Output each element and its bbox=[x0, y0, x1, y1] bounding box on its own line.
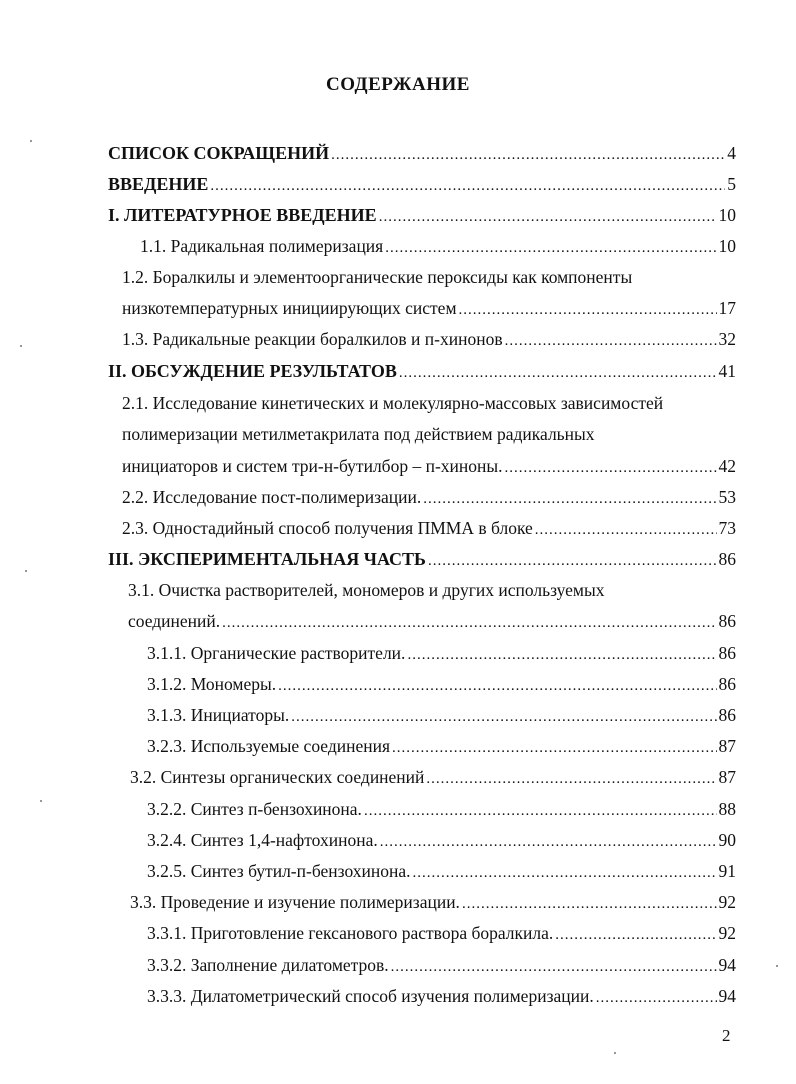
scan-speck bbox=[25, 570, 27, 572]
toc-entry-page: 42 bbox=[718, 456, 736, 476]
toc-entry-page: 86 bbox=[718, 611, 736, 631]
toc-entry-3-2-4[interactable] bbox=[147, 829, 736, 851]
toc-entry-label: 3.1.3. Инициаторы. bbox=[147, 705, 290, 725]
dot-leader bbox=[407, 642, 716, 664]
dot-leader bbox=[331, 142, 725, 164]
dot-leader bbox=[426, 766, 716, 788]
scan-speck bbox=[614, 1052, 616, 1054]
toc-entry-page: 10 bbox=[718, 205, 736, 225]
toc-entry-page: 4 bbox=[727, 143, 736, 163]
toc-entry-label: 3.2.2. Синтез п-бензохинона. bbox=[147, 799, 362, 819]
scan-speck bbox=[30, 140, 32, 142]
toc-entry-chapter-2[interactable] bbox=[108, 360, 736, 382]
toc-entry-label: инициаторов и систем три-н-бутилбор – п-хиноны. bbox=[122, 456, 503, 476]
toc-entry-label: 3.1.2. Мономеры. bbox=[147, 674, 277, 694]
toc-entry-3-3-3[interactable] bbox=[147, 985, 736, 1007]
dot-leader bbox=[413, 860, 717, 882]
toc-entry-introduction[interactable] bbox=[108, 173, 736, 195]
toc-entry-page: 87 bbox=[718, 736, 736, 756]
toc-entry-page: 94 bbox=[718, 986, 736, 1006]
toc-entry-1-1[interactable] bbox=[140, 235, 736, 257]
toc-entry-1-3[interactable] bbox=[122, 328, 736, 350]
dot-leader bbox=[596, 985, 717, 1007]
toc-entry-label: II. ОБСУЖДЕНИЕ РЕЗУЛЬТАТОВ bbox=[108, 361, 397, 381]
toc-entry-label: 3.2.3. Используемые соединения bbox=[147, 736, 391, 756]
toc-entry-2-2[interactable] bbox=[122, 486, 736, 508]
toc-entry-3-2-5[interactable] bbox=[147, 860, 736, 882]
scan-speck bbox=[40, 800, 42, 802]
toc-entry-chapter-3[interactable] bbox=[108, 548, 736, 570]
toc-entry-label: 1.3. Радикальные реакции боралкилов и п-хинонов bbox=[122, 329, 503, 349]
toc-entry-page: 86 bbox=[718, 674, 736, 694]
toc-entry-page: 86 bbox=[718, 643, 736, 663]
toc-entry-label: 3.3.1. Приготовление гексанового раствора боралкила. bbox=[147, 923, 554, 943]
dot-leader bbox=[380, 829, 717, 851]
toc-entry-2-1-line2: полимеризации метилметакрилата под действием радикальных bbox=[122, 424, 595, 444]
toc-entry-3-1-line1: 3.1. Очистка растворителей, мономеров и других используемых bbox=[128, 580, 605, 600]
toc-entry-label: 1.1. Радикальная полимеризация bbox=[140, 236, 384, 256]
dot-leader bbox=[385, 235, 716, 257]
dot-leader bbox=[278, 673, 716, 695]
dot-leader bbox=[379, 204, 717, 226]
toc-entry-label: 3.1.1. Органические растворители. bbox=[147, 643, 406, 663]
dot-leader bbox=[505, 455, 717, 477]
toc-entry-label: I. ЛИТЕРАТУРНОЕ ВВЕДЕНИЕ bbox=[108, 205, 377, 225]
toc-entry-label: 3.2.4. Синтез 1,4-нафтохинона. bbox=[147, 830, 378, 850]
toc-entry-3-1[interactable] bbox=[128, 610, 736, 632]
toc-entry-3-3-2[interactable] bbox=[147, 954, 736, 976]
toc-entry-2-1[interactable] bbox=[122, 455, 736, 477]
toc-entry-abbreviations[interactable] bbox=[108, 142, 736, 164]
toc-entry-3-1-1[interactable] bbox=[147, 642, 736, 664]
toc-entry-page: 88 bbox=[718, 799, 736, 819]
toc-entry-1-2[interactable] bbox=[122, 297, 736, 319]
dot-leader bbox=[459, 297, 717, 319]
toc-entry-page: 92 bbox=[718, 923, 736, 943]
toc-entry-label: 2.2. Исследование пост-полимеризации. bbox=[122, 487, 422, 507]
page-number: 2 bbox=[722, 1026, 731, 1045]
toc-entry-page: 90 bbox=[718, 830, 736, 850]
scan-speck bbox=[776, 965, 778, 967]
toc-entry-page: 73 bbox=[718, 518, 736, 538]
toc-entry-page: 53 bbox=[718, 487, 736, 507]
dot-leader bbox=[291, 704, 716, 726]
toc-entry-page: 92 bbox=[718, 892, 736, 912]
toc-entry-3-3[interactable] bbox=[130, 891, 736, 913]
toc-entry-page: 91 bbox=[718, 861, 736, 881]
toc-entry-label: 3.3.2. Заполнение дилатометров. bbox=[147, 955, 389, 975]
toc-entry-chapter-1[interactable] bbox=[108, 204, 736, 226]
dot-leader bbox=[364, 798, 717, 820]
toc-entry-2-1-line1: 2.1. Исследование кинетических и молекулярно-массовых зависимостей bbox=[122, 393, 664, 413]
toc-entry-page: 10 bbox=[718, 236, 736, 256]
toc-entry-label: 2.3. Одностадийный способ получения ПММА в блоке bbox=[122, 518, 533, 538]
toc-entry-3-1-3[interactable] bbox=[147, 704, 736, 726]
toc-entry-label: 3.2. Синтезы органических соединений bbox=[130, 767, 425, 787]
toc-entry-label: ВВЕДЕНИЕ bbox=[108, 174, 209, 194]
page-title: СОДЕРЖАНИЕ bbox=[326, 74, 470, 95]
toc-entry-label: III. ЭКСПЕРИМЕНТАЛЬНАЯ ЧАСТЬ bbox=[108, 549, 426, 569]
dot-leader bbox=[423, 486, 716, 508]
toc-entry-page: 17 bbox=[718, 298, 736, 318]
toc-entry-page: 86 bbox=[718, 705, 736, 725]
dot-leader bbox=[392, 735, 716, 757]
toc-entry-page: 32 bbox=[718, 329, 736, 349]
dot-leader bbox=[555, 922, 716, 944]
toc-entry-1-2-line1: 1.2. Боралкилы и элементоорганические пероксиды как компоненты bbox=[122, 267, 633, 287]
scan-speck bbox=[20, 345, 22, 347]
toc-entry-3-1-2[interactable] bbox=[147, 673, 736, 695]
dot-leader bbox=[399, 360, 717, 382]
toc-entry-page: 87 bbox=[718, 767, 736, 787]
toc-entry-label: СПИСОК СОКРАЩЕНИЙ bbox=[108, 143, 330, 163]
toc-entry-page: 5 bbox=[727, 174, 736, 194]
toc-entry-label: соединений. bbox=[128, 611, 221, 631]
toc-entry-label: 3.3. Проведение и изучение полимеризации. bbox=[130, 892, 460, 912]
toc-entry-3-3-1[interactable] bbox=[147, 922, 736, 944]
toc-entry-3-2-3-a[interactable] bbox=[147, 735, 736, 757]
dot-leader bbox=[505, 328, 717, 350]
dot-leader bbox=[222, 610, 716, 632]
dot-leader bbox=[535, 517, 717, 539]
toc-entry-label: низкотемпературных инициирующих систем bbox=[122, 298, 457, 318]
toc-entry-label: 3.2.5. Синтез бутил-п-бензохинона. bbox=[147, 861, 411, 881]
toc-entry-page: 41 bbox=[718, 361, 736, 381]
dot-leader bbox=[428, 548, 717, 570]
toc-entry-3-2-2[interactable] bbox=[147, 798, 736, 820]
dot-leader bbox=[391, 954, 717, 976]
toc-entry-page: 94 bbox=[718, 955, 736, 975]
toc-entry-2-3[interactable] bbox=[122, 517, 736, 539]
toc-entry-page: 86 bbox=[718, 549, 736, 569]
toc-entry-label: 3.3.3. Дилатометрический способ изучения полимеризации. bbox=[147, 986, 594, 1006]
toc-entry-3-2[interactable] bbox=[130, 766, 736, 788]
dot-leader bbox=[210, 173, 725, 195]
dot-leader bbox=[462, 891, 717, 913]
